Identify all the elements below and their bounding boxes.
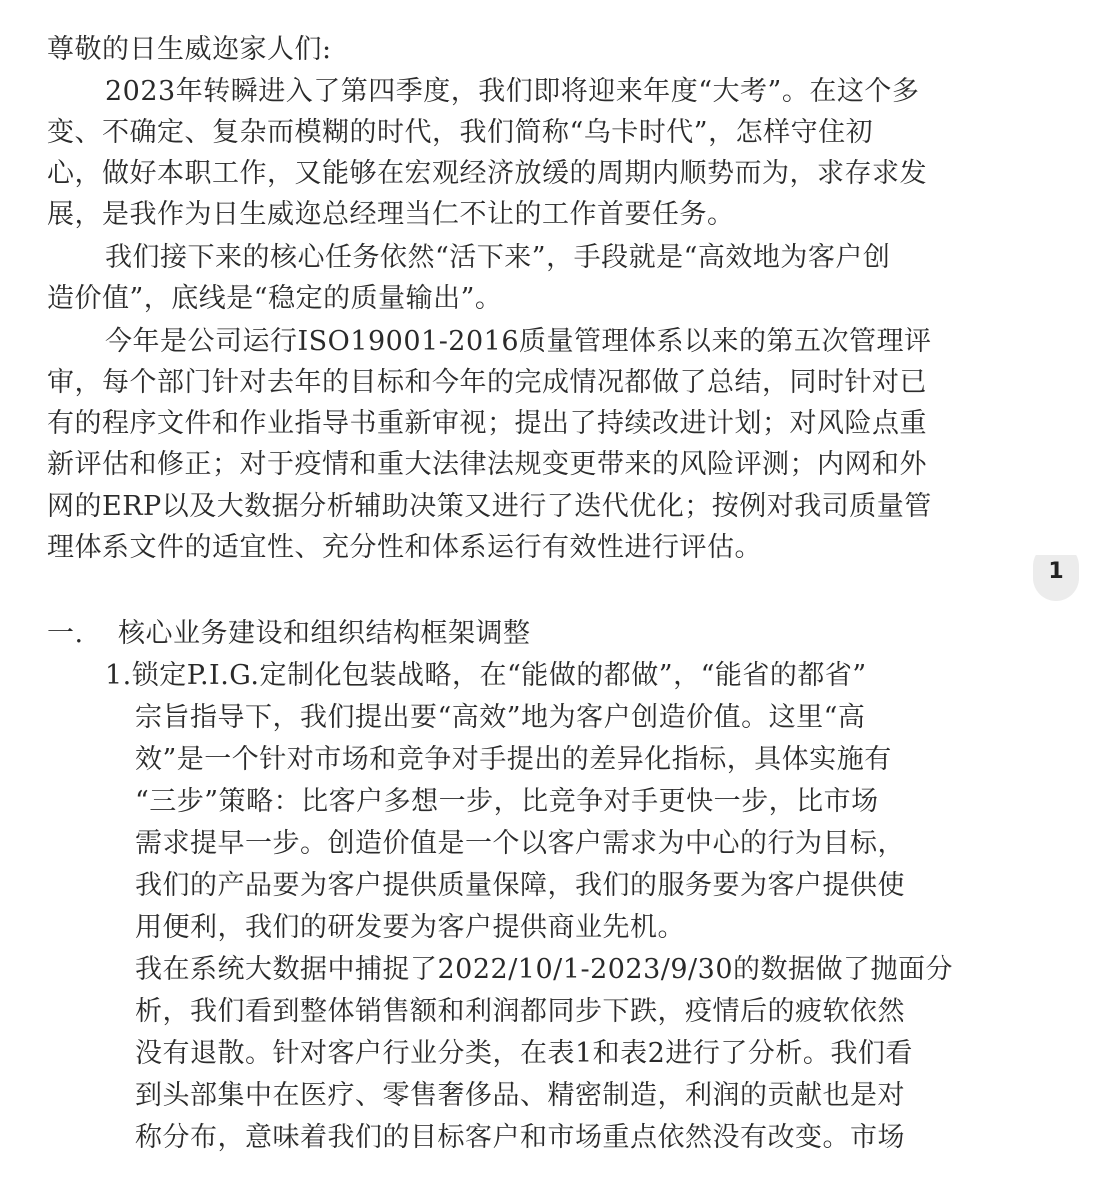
list-item-line: 用便利，我们的研发要为客户提供商业先机。 <box>135 912 685 943</box>
intro-line: 新评估和修正；对于疫情和重大法律法规变更带来的风险评测；内网和外 <box>47 449 927 480</box>
intro-line: 我们接下来的核心任务依然“活下来”，手段就是“高效地为客户创 <box>105 242 891 273</box>
intro-line: 造价值”，底线是“稳定的质量输出”。 <box>47 283 503 314</box>
list-item-line: 称分布，意味着我们的目标客户和市场重点依然没有改变。市场 <box>135 1122 905 1153</box>
list-item-line: “三步”策略：比客户多想一步，比竞争对手更快一步，比市场 <box>135 786 879 817</box>
section-title: 核心业务建设和组织结构框架调整 <box>118 618 531 649</box>
intro-line: 网的ERP以及大数据分析辅助决策又进行了迭代优化；按例对我司质量管 <box>47 491 932 522</box>
intro-line: 今年是公司运行ISO19001-2016质量管理体系以来的第五次管理评 <box>105 326 932 357</box>
list-item-line: 1.锁定P.I.G.定制化包装战略，在“能做的都做”，“能省的都省” <box>105 660 867 691</box>
intro-line: 有的程序文件和作业指导书重新审视；提出了持续改进计划；对风险点重 <box>47 408 927 439</box>
section-number: 一. <box>47 618 84 649</box>
page-number: 1 <box>1048 559 1064 584</box>
list-item-line: 宗旨指导下，我们提出要“高效”地为客户创造价值。这里“高 <box>135 702 866 733</box>
intro-line: 2023年转瞬进入了第四季度，我们即将迎来年度“大考”。在这个多 <box>105 76 920 107</box>
list-item-line: 需求提早一步。创造价值是一个以客户需求为中心的行为目标， <box>135 828 905 859</box>
list-item-line: 析，我们看到整体销售额和利润都同步下跌，疫情后的疲软依然 <box>135 996 905 1027</box>
intro-line: 变、不确定、复杂而模糊的时代，我们简称“乌卡时代”，怎样守住初 <box>47 117 874 148</box>
list-item-line: 我在系统大数据中捕捉了2022/10/1-2023/9/30的数据做了抛面分 <box>135 954 954 985</box>
page-number-badge <box>1033 543 1079 601</box>
intro-line: 心，做好本职工作，又能够在宏观经济放缓的周期内顺势而为，求存求发 <box>47 158 927 189</box>
intro-line: 理体系文件的适宜性、充分性和体系运行有效性进行评估。 <box>47 532 762 563</box>
list-item-line: 效”是一个针对市场和竞争对手提出的差异化指标，具体实施有 <box>135 744 892 775</box>
list-item-line: 到头部集中在医疗、零售奢侈品、精密制造，利润的贡献也是对 <box>135 1080 905 1111</box>
list-item-line: 没有退散。针对客户行业分类，在表1和表2进行了分析。我们看 <box>135 1038 913 1069</box>
list-item-line: 我们的产品要为客户提供质量保障，我们的服务要为客户提供使 <box>135 870 905 901</box>
salutation: 尊敬的日生威迩家人们: <box>47 34 332 65</box>
intro-line: 展，是我作为日生威迩总经理当仁不让的工作首要任务。 <box>47 199 735 230</box>
intro-line: 审，每个部门针对去年的目标和今年的完成情况都做了总结，同时针对已 <box>47 367 927 398</box>
